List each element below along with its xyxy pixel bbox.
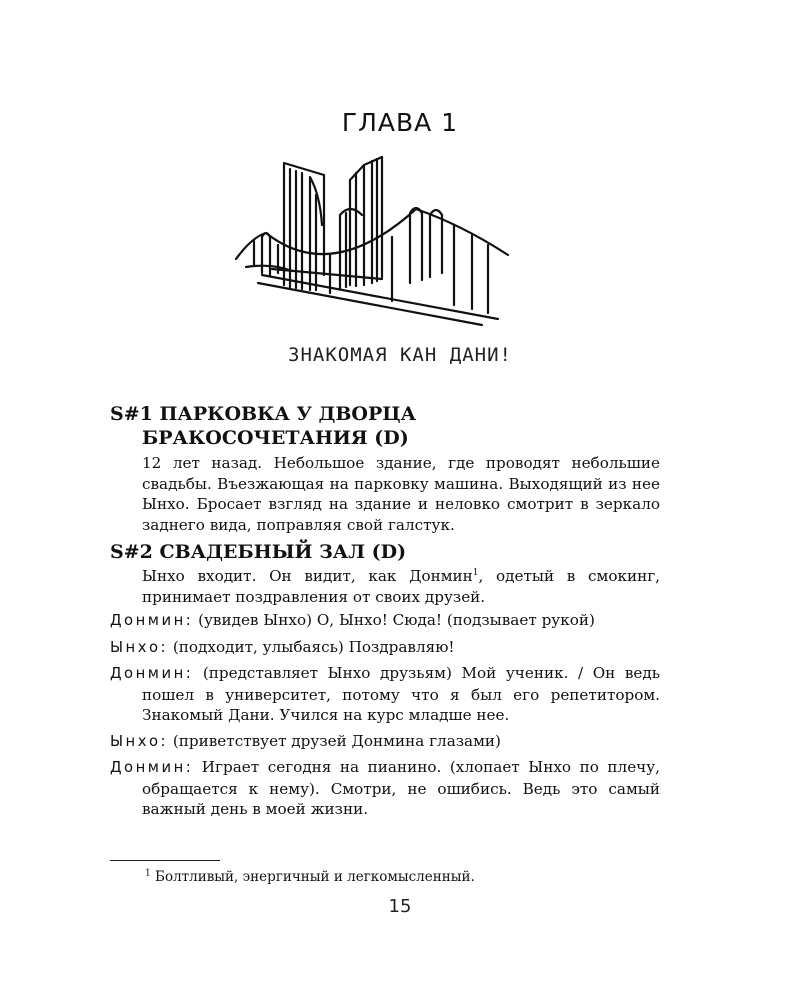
speaker-name: Ынхо: xyxy=(110,638,169,656)
dialogue-line xyxy=(110,663,660,726)
dialogue-text: Играет сегодня на пианино. (хлопает Ынхо по плечу, обращается к нему). Смотри, не ошибись. Ведь это самый важный день в моей жизни. xyxy=(142,758,660,818)
scene-action: 12 лет назад. Небольшое здание, где проводят небольшие свадьбы. Въезжающая на парковку машина. Выходящий из нее Ынхо. Бросает взгляд на здание и неловко смотрит в зеркало заднего вида, поправляя свой галстук. xyxy=(142,454,660,534)
action-text: Ынхо входит. Он видит, как Донмин xyxy=(142,567,473,585)
dialogue-text: (увидев Ынхо) О, Ынхо! Сюда! (подзывает рукой) xyxy=(198,611,595,629)
dialogue-line xyxy=(110,731,660,753)
scene-heading xyxy=(110,402,660,450)
scene-2 xyxy=(110,540,660,820)
scene-action xyxy=(110,566,660,607)
scene-1 xyxy=(110,402,660,535)
dialogue-text: (представляет Ынхо друзьям) Мой ученик. / Он ведь пошел в университет, потому что я был его репетитором. Знакомый Дани. Учился на курс младше нее. xyxy=(142,664,661,724)
footnote-divider xyxy=(110,860,220,861)
city-bridge-icon xyxy=(232,155,522,330)
dialogue-line xyxy=(110,637,660,659)
scene-heading-line: S#1 ПАРКОВКА У ДВОРЦА xyxy=(110,403,417,425)
dialogue-line xyxy=(110,610,660,632)
scene-heading-line: БРАКОСОЧЕТАНИЯ (D) xyxy=(142,427,409,449)
footnote-reference: 1 xyxy=(472,567,479,578)
dialogue-text: (приветствует друзей Донмина глазами) xyxy=(172,731,501,750)
speaker-name: Ынхо: xyxy=(110,732,169,750)
footnote xyxy=(145,868,475,886)
footnote-mark: 1 xyxy=(145,868,151,879)
speaker-name: Донмин: xyxy=(110,759,194,776)
chapter-subtitle: ЗНАКОМАЯ КАН ДАНИ! xyxy=(288,344,512,366)
chapter-title: ГЛАВА 1 xyxy=(341,108,459,137)
dialogue-text: (подходит, улыбаясь) Поздравляю! xyxy=(172,637,455,656)
scene-heading: S#2 СВАДЕБНЫЙ ЗАЛ (D) xyxy=(110,541,407,563)
dialogue-line xyxy=(110,757,660,820)
footnote-text: Болтливый, энергичный и легкомысленный. xyxy=(155,869,475,885)
page-number: 15 xyxy=(388,896,412,917)
action-text: , одетый в смокинг, принимает поздравления от своих друзей. xyxy=(142,567,660,606)
speaker-name: Донмин: xyxy=(110,665,194,682)
speaker-name: Донмин: xyxy=(110,612,194,629)
